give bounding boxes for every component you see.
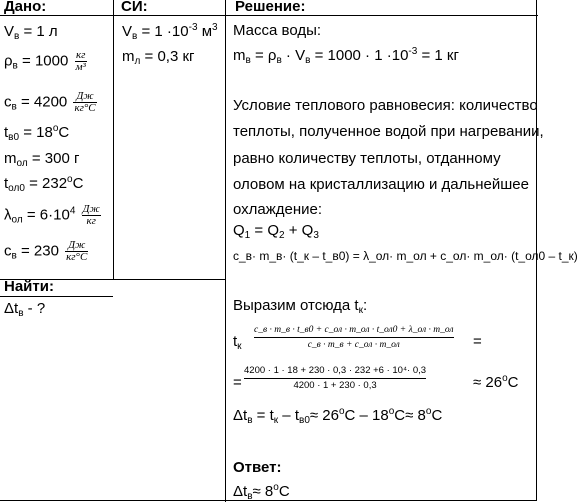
find-unknown: $\Delta t_в$ - ? — [4, 300, 46, 319]
given-heat-capacity-water: $c_в = 4200$ Дж кг°С — [4, 90, 96, 114]
condition-line-4: оловом на кристаллизацию и дальнейшее — [233, 176, 529, 193]
heat-balance-equation: $Q_1 = Q_2 + Q_3$ — [233, 222, 319, 241]
expanded-equation: c_в· m_в· (t_к – t_в0) = λ_ол· m_ол + c_ол· m_ол· (t_ол0 – t_к) — [233, 249, 578, 263]
given-density: $\rho_в = 1000$ кг м³ — [4, 49, 86, 73]
divider-find-header — [0, 296, 113, 297]
find-header: Найти: — [4, 278, 54, 295]
given-heat-capacity-tin: $c_в = 230$ Дж кг°С — [4, 239, 88, 263]
condition-line-2: теплоты, полученное водой при нагревании, — [233, 123, 544, 140]
answer-value: $\Delta t_в\approx 8^oC$ — [233, 482, 290, 502]
numeric-lhs: = — [233, 374, 242, 391]
answer-header: Ответ: — [233, 459, 282, 476]
formula-fraction: c_в · m_в · t_в0 + c_ол · m_ол · t_ол0 + λ_ол · m_ол c_в · m_в + c_ол · m_ол — [254, 325, 454, 350]
mass-equation: $m_в = \rho_в \cdot V_в = 1000 \cdot 1 \cdot 10^{-3} = 1$ кг — [233, 46, 459, 66]
given-mass-tin: $m_{ол} = 300$ г — [4, 150, 80, 169]
condition-line-1: Условие теплового равновесия: количество — [233, 97, 538, 114]
delta-t-calculation: $\Delta t_в = t_к - t_{в0}\approx 26^oC - 18^oC\approx 8^oC$ — [233, 406, 443, 426]
numeric-result: ≈ $26^oC$ — [473, 373, 519, 391]
divider-given-si — [113, 0, 114, 280]
si-header: СИ: — [121, 0, 148, 15]
given-header: Дано: — [4, 0, 47, 15]
divider-header — [0, 15, 538, 16]
given-latent-heat-tin: $\lambda_{ол} = 6\cdot 10^4$ Дж кг — [4, 203, 100, 227]
condition-line-5: охлаждение: — [233, 201, 323, 218]
given-initial-temp-water: $t_{в0} = 18^oC$ — [4, 123, 70, 143]
mass-title: Масса воды: — [233, 22, 322, 39]
formula-equals: = — [473, 333, 482, 350]
given-initial-temp-tin: $t_{ол0} = 232^oC$ — [4, 174, 84, 194]
solution-header: Решение: — [235, 0, 306, 15]
si-mass: $m_л = 0,3$ кг — [122, 48, 195, 67]
divider-si-solution — [225, 0, 226, 502]
si-volume: $V_в = 1 \cdot 10^{-3}$ $м^3$ — [122, 22, 218, 42]
express-line: Выразим отсюда $t_к$: — [233, 297, 368, 316]
given-volume: $V_в = 1$ л — [4, 23, 58, 42]
formula-lhs: $t_к$ — [233, 333, 242, 352]
condition-line-3: равно количеству теплоты, отданному — [233, 150, 501, 167]
numeric-fraction: 4200 · 1 · 18 + 230 · 0,3 · 232 +6 · 10⁴· 0,3 4200 · 1 + 230 · 0,3 — [244, 365, 427, 391]
